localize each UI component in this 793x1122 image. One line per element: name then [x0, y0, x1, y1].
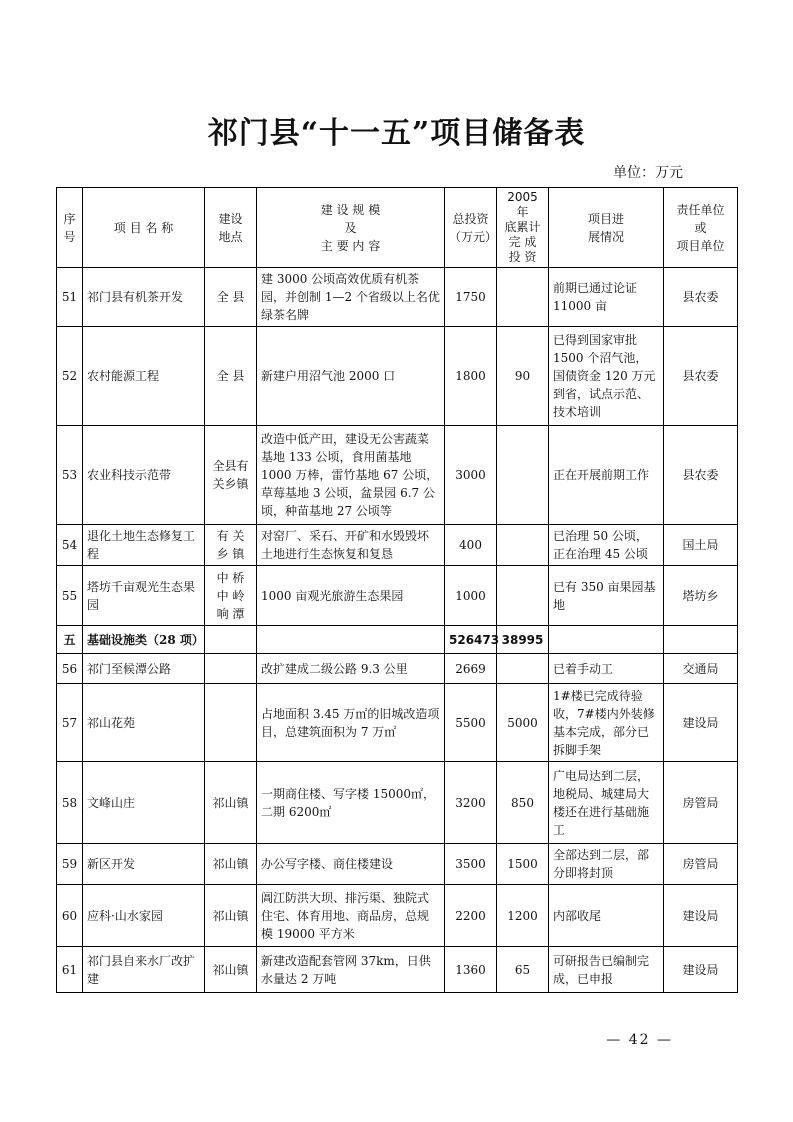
cell-completed: 1200: [497, 885, 549, 947]
cell-progress: 广电局达到二层，地税局、城建局大楼还在进行基础施工: [549, 762, 664, 844]
cell-location: 祁山镇: [205, 947, 257, 993]
cell-name: 农业科技示范带: [83, 426, 205, 525]
header-location: 建设 地点: [205, 188, 257, 268]
cell-unit: 塔坊乡: [664, 566, 738, 626]
cell-name: 祁门至候潭公路: [83, 654, 205, 684]
cell-investment: 2669: [445, 654, 497, 684]
cell-investment: 1750: [445, 268, 497, 327]
table-row: [57, 684, 738, 762]
cell-scale: [257, 626, 445, 654]
cell-progress: [549, 626, 664, 654]
header-progress: 项目进 展情况: [549, 188, 664, 268]
cell-scale: 对窑厂、采石、开矿和水毁毁坏土地进行生态恢复和复恳: [257, 525, 445, 566]
cell-completed: 850: [497, 762, 549, 844]
header-completed: 2005 年 底累计 完 成 投 资: [497, 188, 549, 268]
cell-seq: 52: [57, 327, 83, 426]
cell-name: 祁山花苑: [83, 684, 205, 762]
cell-completed: 1500: [497, 844, 549, 885]
cell-progress: 前期已通过论证 11000 亩: [549, 268, 664, 327]
cell-progress: 全部达到二层，部分即将封顶: [549, 844, 664, 885]
cell-location: [205, 654, 257, 684]
cell-scale: 建 3000 公顷高效优质有机茶园，并创制 1—2 个省级以上名优绿茶名牌: [257, 268, 445, 327]
header-scale: 建 设 规 模 及 主 要 内 容: [257, 188, 445, 268]
cell-unit: 县农委: [664, 327, 738, 426]
cell-investment: 526473: [445, 626, 497, 654]
cell-completed: [497, 566, 549, 626]
page-title: 祁门县“十一五”项目储备表: [207, 116, 586, 151]
cell-seq: 55: [57, 566, 83, 626]
table-row: [57, 525, 738, 566]
cell-completed: 38995: [497, 626, 549, 654]
cell-scale: 阊江防洪大坝、排污渠、独院式住宅、体育用地、商品房，总规模 19000 平方米: [257, 885, 445, 947]
cell-unit: [664, 626, 738, 654]
cell-location: 祁山镇: [205, 762, 257, 844]
cell-scale: 一期商住楼、写字楼 15000㎡，二期 6200㎡: [257, 762, 445, 844]
cell-seq: 56: [57, 654, 83, 684]
cell-unit: 建设局: [664, 684, 738, 762]
cell-scale: 新建改造配套管网 37km，日供水量达 2 万吨: [257, 947, 445, 993]
cell-progress: 已有 350 亩果园基地: [549, 566, 664, 626]
header-row: [57, 188, 738, 268]
cell-investment: 400: [445, 525, 497, 566]
cell-location: 祁山镇: [205, 844, 257, 885]
cell-name: 塔坊千亩观光生态果园: [83, 566, 205, 626]
project-table: [56, 187, 738, 993]
cell-name: 退化土地生态修复工程: [83, 525, 205, 566]
cell-location: 全 县: [205, 268, 257, 327]
table-row: [57, 885, 738, 947]
cell-completed: 5000: [497, 684, 549, 762]
cell-seq: 53: [57, 426, 83, 525]
table-row: [57, 947, 738, 993]
page-number: — 42 —: [606, 1032, 673, 1048]
cell-scale: 1000 亩观光旅游生态果园: [257, 566, 445, 626]
cell-unit: 国土局: [664, 525, 738, 566]
header-investment: 总投资 （万元）: [445, 188, 497, 268]
cell-seq: 54: [57, 525, 83, 566]
section-row: [57, 626, 738, 654]
cell-completed: 90: [497, 327, 549, 426]
table-row: [57, 654, 738, 684]
cell-seq: 59: [57, 844, 83, 885]
cell-scale: 新建户用沼气池 2000 口: [257, 327, 445, 426]
cell-name: 农村能源工程: [83, 327, 205, 426]
cell-location: 全县有关乡镇: [205, 426, 257, 525]
cell-name: 基础设施类（28 项）: [83, 626, 205, 654]
cell-unit: 县农委: [664, 426, 738, 525]
cell-progress: 正在开展前期工作: [549, 426, 664, 525]
table-row: [57, 268, 738, 327]
cell-name: 祁门县自来水厂改扩建: [83, 947, 205, 993]
header-name: 项 目 名 称: [83, 188, 205, 268]
cell-investment: 1000: [445, 566, 497, 626]
cell-progress: 已得到国家审批 1500 个沼气池，国债资金 120 万元到省，试点示范、技术培训: [549, 327, 664, 426]
cell-investment: 3500: [445, 844, 497, 885]
cell-seq: 60: [57, 885, 83, 947]
cell-location: [205, 684, 257, 762]
cell-unit: 县农委: [664, 268, 738, 327]
cell-investment: 3000: [445, 426, 497, 525]
header-seq: 序 号: [57, 188, 83, 268]
cell-completed: [497, 525, 549, 566]
cell-completed: [497, 268, 549, 327]
cell-scale: 改扩建成二级公路 9.3 公里: [257, 654, 445, 684]
cell-progress: 可研报告已编制完成，已申报: [549, 947, 664, 993]
table-row: [57, 762, 738, 844]
cell-unit: 房管局: [664, 844, 738, 885]
cell-completed: [497, 426, 549, 525]
cell-investment: 1800: [445, 327, 497, 426]
cell-investment: 5500: [445, 684, 497, 762]
cell-progress: 内部收尾: [549, 885, 664, 947]
cell-unit: 建设局: [664, 885, 738, 947]
cell-progress: 已治理 50 公顷，正在治理 45 公顷: [549, 525, 664, 566]
cell-completed: [497, 654, 549, 684]
cell-investment: 2200: [445, 885, 497, 947]
cell-name: 祁门县有机茶开发: [83, 268, 205, 327]
cell-location: [205, 626, 257, 654]
cell-investment: 3200: [445, 762, 497, 844]
cell-seq: 五: [57, 626, 83, 654]
cell-seq: 61: [57, 947, 83, 993]
cell-location: 中 桥 中 岭 响 潭: [205, 566, 257, 626]
cell-completed: 65: [497, 947, 549, 993]
cell-name: 新区开发: [83, 844, 205, 885]
cell-seq: 51: [57, 268, 83, 327]
cell-progress: 1#楼已完成待验收，7#楼内外装修基本完成，部分已拆脚手架: [549, 684, 664, 762]
cell-name: 应科·山水家园: [83, 885, 205, 947]
cell-name: 文峰山庄: [83, 762, 205, 844]
cell-scale: 办公写字楼、商住楼建设: [257, 844, 445, 885]
cell-seq: 57: [57, 684, 83, 762]
cell-scale: 改造中低产田，建设无公害蔬菜基地 133 公顷，食用菌基地 1000 万棒，雷竹基地 67 公顷，草莓基地 3 公顷，盆景园 6.7 公顷，种苗基地 27 公顷等: [257, 426, 445, 525]
cell-location: 祁山镇: [205, 885, 257, 947]
table-row: [57, 844, 738, 885]
cell-unit: 交通局: [664, 654, 738, 684]
table-row: [57, 327, 738, 426]
cell-location: 有 关 乡 镇: [205, 525, 257, 566]
header-unit: 责任单位 或 项目单位: [664, 188, 738, 268]
cell-unit: 建设局: [664, 947, 738, 993]
table-row: [57, 426, 738, 525]
cell-progress: 已着手动工: [549, 654, 664, 684]
cell-investment: 1360: [445, 947, 497, 993]
cell-seq: 58: [57, 762, 83, 844]
unit-label: 单位：万元: [613, 165, 683, 181]
cell-unit: 房管局: [664, 762, 738, 844]
cell-scale: 占地面积 3.45 万㎡的旧城改造项目，总建筑面积为 7 万㎡: [257, 684, 445, 762]
table-row: [57, 566, 738, 626]
cell-location: 全 县: [205, 327, 257, 426]
